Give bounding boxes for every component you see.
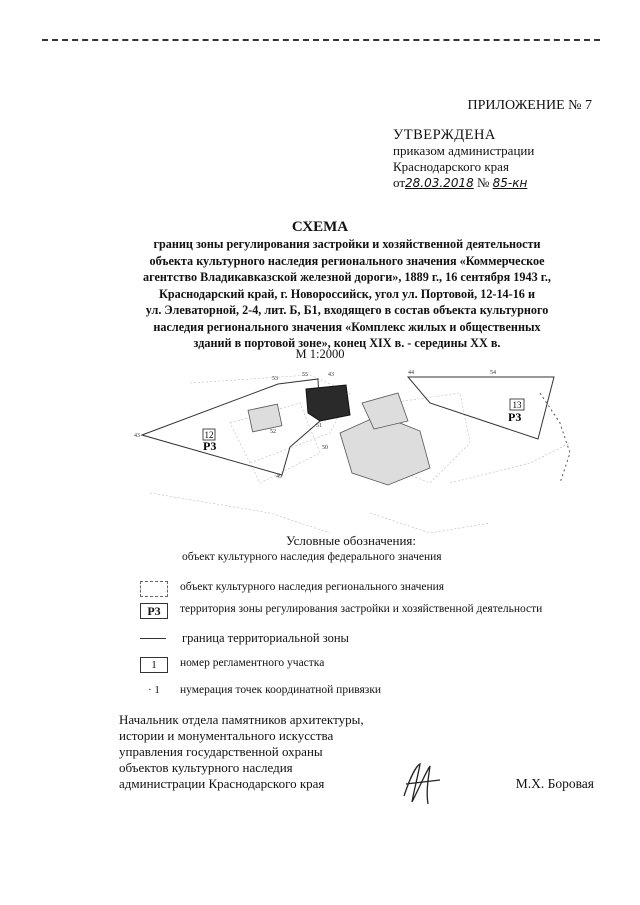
- point-label: 44: [408, 370, 414, 376]
- signatory-line: управления государственной охраны: [119, 744, 323, 759]
- legend-plot: номер регламентного участка: [180, 657, 325, 669]
- point-label: 43: [134, 433, 140, 439]
- subtitle-line: объекта культурного наследия регионального значения «Коммерческое: [149, 253, 545, 268]
- document-title: СХЕМА: [291, 219, 349, 235]
- point-label: 55: [302, 372, 308, 378]
- zone-label-left: Р3: [203, 439, 217, 453]
- subtitle-line: границ зоны регулирования застройки и хозяйственной деятельности: [153, 237, 541, 251]
- approved-word: УТВЕРЖДЕНА: [393, 127, 496, 143]
- legend-regional-swatch: [140, 581, 168, 597]
- point-label: 53: [272, 376, 278, 382]
- top-dashed-line: [42, 39, 600, 41]
- signatory-line: администрации Краснодарского края: [119, 776, 325, 791]
- legend-title: Условные обозначения:: [286, 533, 417, 548]
- subtitle-line: Краснодарский край, г. Новороссийск, угол ул. Портовой, 12-14-16 и: [159, 286, 535, 301]
- signatory-line: объектов культурного наследия: [119, 760, 293, 775]
- order-number-label: №: [476, 175, 490, 190]
- legend-point-symbol: · 1: [148, 684, 160, 696]
- order-number: 85-кн: [492, 176, 528, 190]
- point-label: 43: [328, 372, 334, 378]
- point-label: 51: [316, 423, 322, 429]
- signatory-line: Начальник отдела памятников архитектуры,: [119, 712, 364, 727]
- subtitle-line: наследия регионального значения «Комплекс жилых и общественных: [153, 319, 541, 334]
- federal-object: [306, 385, 350, 421]
- dotted-border: [540, 393, 570, 483]
- order-date-line: [393, 175, 534, 191]
- subtitle-line: агентство Владикавказской железной дороги», 1889 г., 16 сентября 1943 г.,: [143, 270, 551, 284]
- subtitle-line: зданий в портовой зоне», конец XIX в. - середины XX в.: [193, 336, 501, 350]
- legend-zone: территория зоны регулирования застройки и хозяйственной деятельности: [180, 603, 543, 615]
- signatory-line: истории и монументального искусства: [119, 728, 334, 743]
- handwritten-signature: [398, 758, 448, 810]
- point-label: 54: [490, 370, 496, 376]
- subtitle-line: ул. Элеваторной, 2-4, лит. Б, Б1, входящего в состав объекта культурного: [145, 303, 549, 317]
- plot-number-left: 12: [204, 430, 214, 440]
- point-label: 50: [322, 445, 328, 451]
- order-date: 28.03.2018: [405, 176, 474, 190]
- order-line-2: Краснодарского края: [393, 159, 509, 174]
- zone-map: [130, 363, 590, 543]
- zone-border-right: [408, 377, 554, 439]
- legend-border: граница территориальной зоны: [182, 631, 349, 645]
- map-scale: М 1:2000: [295, 347, 345, 361]
- zone-border-left: [142, 379, 320, 475]
- signatory-name: М.Х. Боровая: [515, 776, 594, 791]
- legend-zone-symbol: Р3: [140, 603, 168, 619]
- approval-block: [393, 127, 534, 191]
- legend-point-symbol-number: 1: [154, 684, 160, 696]
- point-label: 52: [270, 429, 276, 435]
- point-label: 49: [276, 474, 282, 480]
- appendix-label: ПРИЛОЖЕНИЕ № 7: [467, 98, 592, 113]
- order-line-1: приказом администрации: [393, 143, 535, 158]
- plot-number-right: 13: [512, 400, 522, 410]
- legend-regional: объект культурного наследия регионального значения: [180, 581, 445, 593]
- legend-border-line: [140, 638, 166, 639]
- legend-point: нумерация точек координатной привязки: [180, 684, 382, 696]
- document-subtitle: [112, 236, 582, 352]
- order-from-label: от: [393, 175, 406, 190]
- legend-federal: объект культурного наследия федерального значения: [182, 551, 442, 563]
- zone-label-right: Р3: [508, 410, 522, 424]
- legend-plot-symbol: 1: [140, 657, 168, 673]
- signatory-position: [119, 712, 364, 792]
